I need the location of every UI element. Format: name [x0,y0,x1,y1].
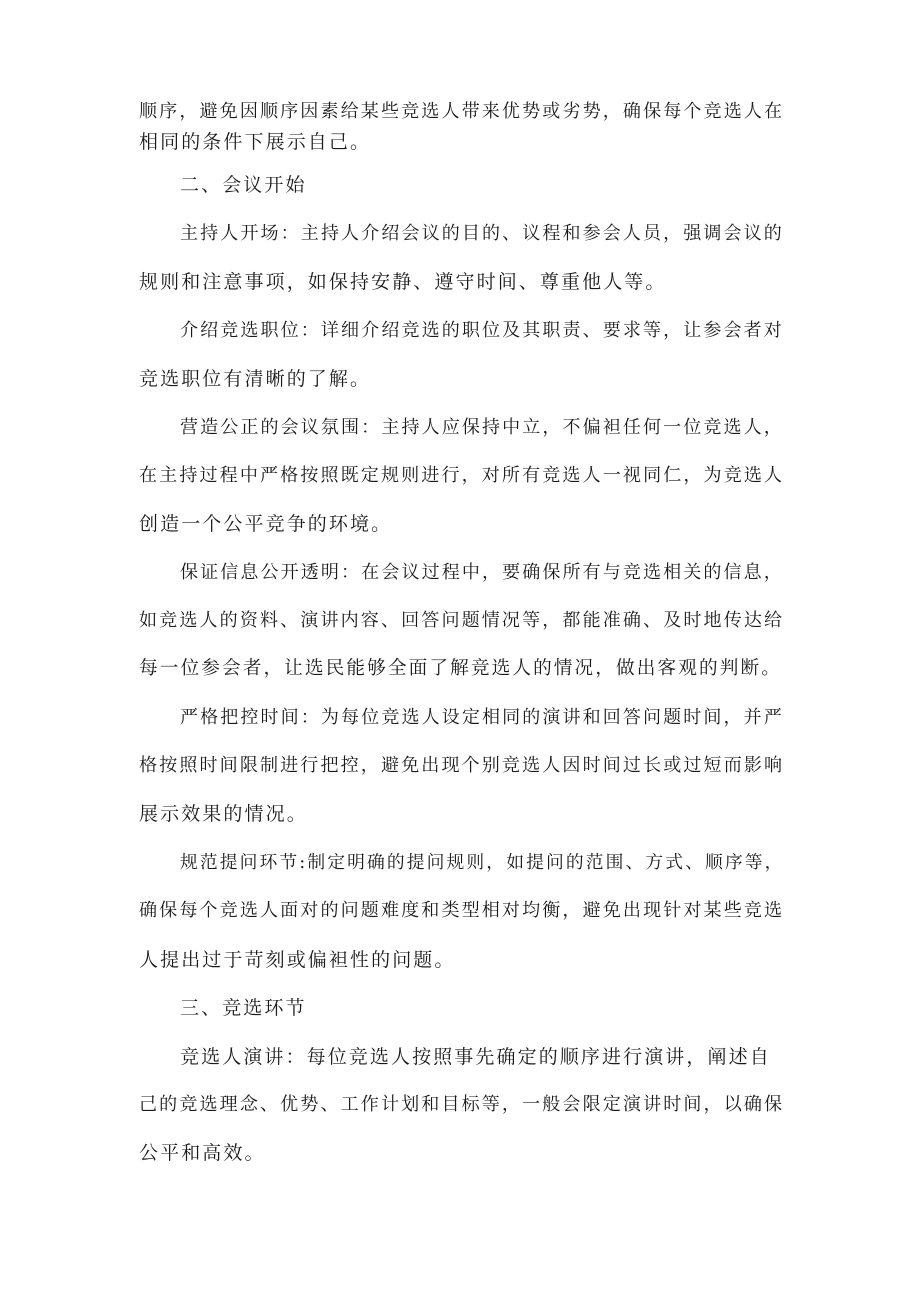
paragraph-line: 主持人开场：主持人介绍会议的目的、议程和参会人员，强调会议的 [180,223,784,244]
paragraph-line: 规则和注意事项，如保持安静、遵守时间、尊重他人等。 [139,271,667,293]
paragraph-line: 竞选职位有清晰的了解。 [139,368,372,390]
paragraph-line: 严格把控时间：为每位竞选人设定相同的演讲和回答问题时间，并严 [180,707,784,728]
paragraph-line: 规范提问环节:制定明确的提问规则，如提问的范围、方式、顺序等， [180,852,785,873]
paragraph-line: 公平和高效。 [139,1142,266,1164]
paragraph-line: 相同的条件下展示自己。 [139,131,372,153]
section-heading: 二、会议开始 [180,174,307,196]
paragraph-line: 人提出过于苛刻或偏袒性的问题。 [139,949,456,971]
paragraph-line: 顺序，避免因顺序因素给某些竞选人带来优势或劣势，确保每个竞选人在 [139,101,785,122]
paragraph-line: 在主持过程中严格按照既定规则进行，对所有竞选人一视同仁，为竞选人 [139,465,785,486]
paragraph-line: 如竞选人的资料、演讲内容、回答问题情况等，都能准确、及时地传达给 [139,610,785,631]
paragraph-line: 介绍竞选职位：详细介绍竞选的职位及其职责、要求等，让参会者对 [180,320,784,341]
paragraph-line: 己的竞选理念、优势、工作计划和目标等，一般会限定演讲时间，以确保 [139,1094,785,1115]
paragraph-line: 格按照时间限制进行把控，避免出现个别竞选人因时间过长或过短而影响 [139,755,785,776]
section-heading: 三、竞选环节 [180,997,307,1019]
paragraph-line: 确保每个竞选人面对的问题难度和类型相对均衡，避免出现针对某些竞选 [139,900,785,921]
paragraph-line: 每一位参会者，让选民能够全面了解竞选人的情况，做出客观的判断。 [139,658,782,679]
paragraph-line: 保证信息公开透明：在会议过程中，要确保所有与竞选相关的信息， [180,562,784,583]
paragraph-line: 竞选人演讲：每位竞选人按照事先确定的顺序进行演讲，阐述自 [180,1046,771,1068]
paragraph-line: 营造公正的会议氛围：主持人应保持中立，不偏袒任何一位竞选人， [180,417,784,438]
paragraph-line: 创造一个公平竞争的环境。 [139,513,393,535]
paragraph-line: 展示效果的情况。 [139,803,308,825]
